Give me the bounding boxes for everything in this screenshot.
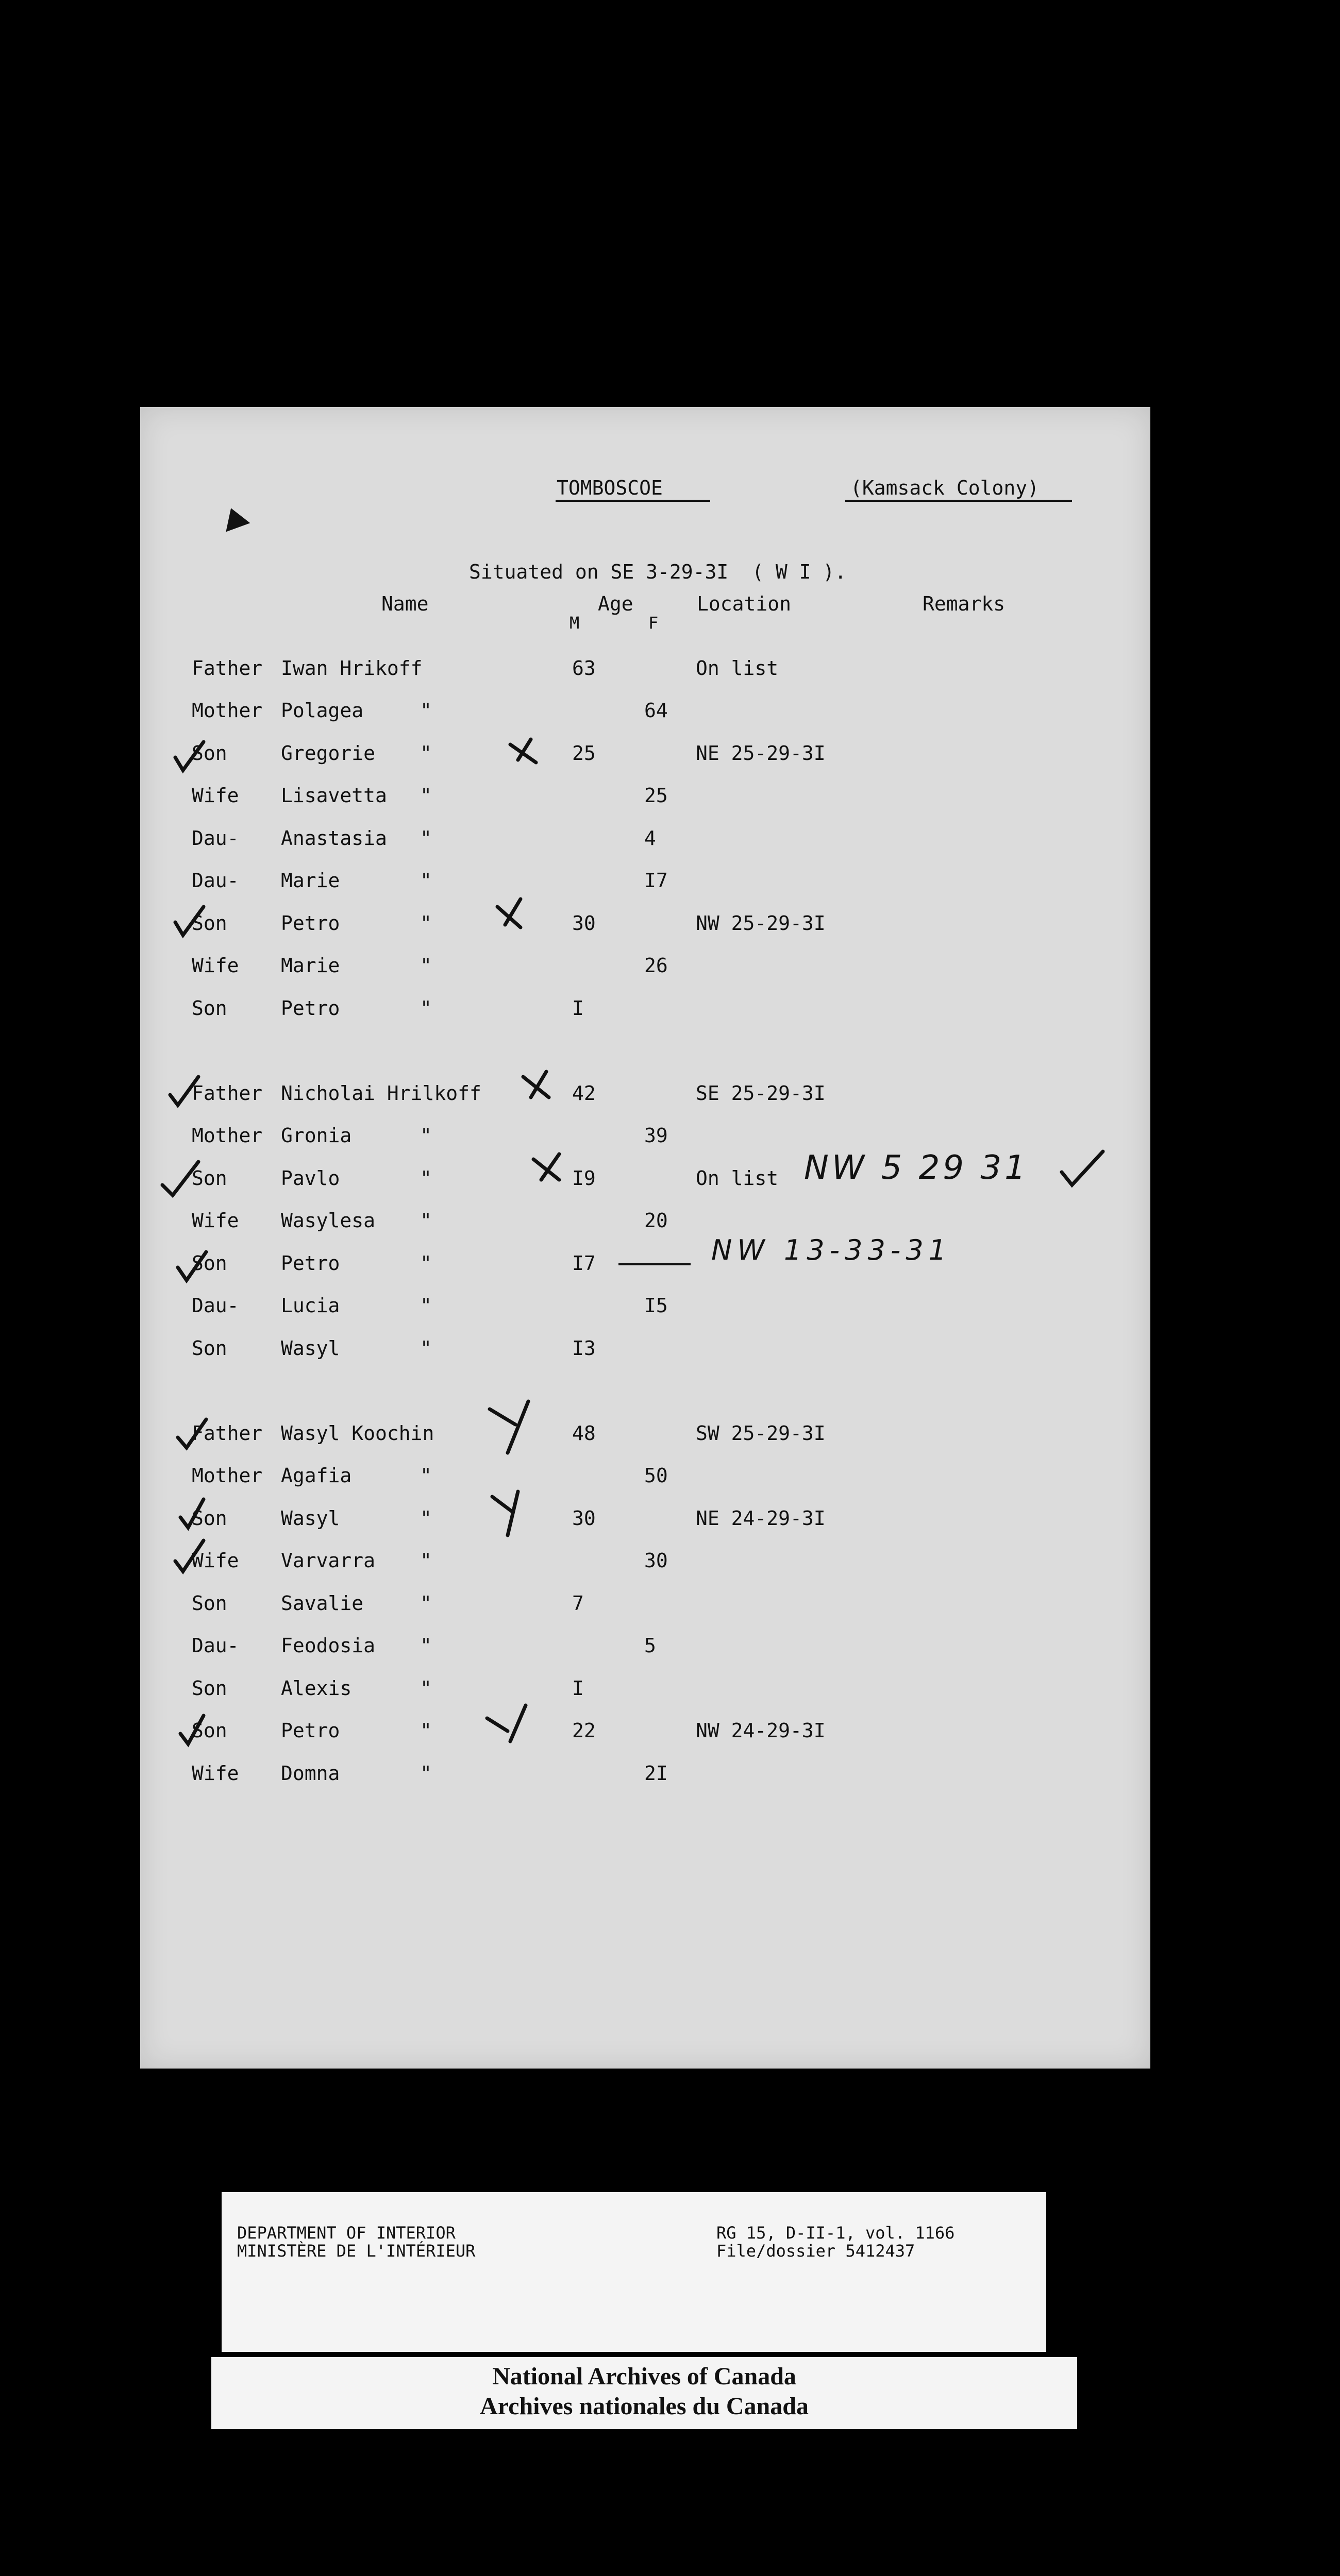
ditto-mark: " (420, 1549, 432, 1572)
table-row (186, 997, 1010, 1028)
age-male-cell: I7 (572, 1252, 596, 1275)
age-female-cell: 20 (644, 1209, 668, 1232)
relation-cell: Wife (192, 954, 239, 977)
relation-cell: Dau- (192, 827, 239, 850)
table-row (186, 1719, 1010, 1750)
colony-underline (845, 500, 1072, 502)
name-cell: Polagea (281, 699, 364, 722)
name-cell: Varvarra (281, 1549, 376, 1572)
name-cell: Wasyl (281, 1337, 340, 1360)
table-row (186, 954, 1010, 985)
age-male-cell: 30 (572, 912, 596, 935)
strike-line (618, 1263, 691, 1265)
age-female-cell: 30 (644, 1549, 668, 1572)
table-row (186, 1592, 1010, 1623)
age-female-cell: 64 (644, 699, 668, 722)
age-female-cell: 4 (644, 827, 656, 850)
age-female-cell: I7 (644, 869, 668, 892)
name-cell: Marie (281, 954, 340, 977)
age-female-cell: 2I (644, 1762, 668, 1785)
handwritten-remark-petro: NW 13-33-31 (711, 1234, 952, 1266)
relation-cell: Father (192, 1422, 263, 1445)
location-cell: SE 25-29-3I (696, 1082, 826, 1105)
record-group-reference: RG 15, D-II-1, vol. 1166 (716, 2223, 955, 2243)
relation-cell: Mother (192, 699, 263, 722)
relation-cell: Son (192, 1252, 227, 1275)
ditto-mark: " (420, 742, 432, 765)
ditto-mark: " (420, 784, 432, 807)
relation-cell: Mother (192, 1124, 263, 1147)
table-row (186, 1507, 1010, 1538)
name-cell: Savalie (281, 1592, 364, 1615)
table-row (186, 1082, 1010, 1113)
name-cell: Lucia (281, 1294, 340, 1317)
age-male-cell: 7 (572, 1592, 584, 1615)
ditto-mark: " (420, 1762, 432, 1785)
relation-cell: Son (192, 1677, 227, 1700)
name-cell: Wasyl (281, 1507, 340, 1530)
age-male-cell: I9 (572, 1167, 596, 1190)
age-female-cell: 50 (644, 1464, 668, 1487)
table-row (186, 869, 1010, 900)
relation-cell: Son (192, 1719, 227, 1742)
table-row (186, 742, 1010, 773)
table-row (186, 699, 1010, 730)
relation-cell: Son (192, 997, 227, 1020)
name-cell: Domna (281, 1762, 340, 1785)
name-cell: Alexis (281, 1677, 352, 1700)
location-cell: On list (696, 657, 779, 680)
age-female-cell: I5 (644, 1294, 668, 1317)
age-female-cell: 5 (644, 1634, 656, 1657)
department-en: DEPARTMENT OF INTERIOR (237, 2223, 456, 2243)
ditto-mark: " (420, 827, 432, 850)
ditto-mark: " (420, 1592, 432, 1615)
table-row (186, 1634, 1010, 1665)
ditto-mark: " (420, 1719, 432, 1742)
ditto-mark: " (420, 1209, 432, 1232)
ditto-mark: " (420, 1677, 432, 1700)
name-cell: Wasylesa (281, 1209, 376, 1232)
name-cell: Petro (281, 997, 340, 1020)
table-row (186, 1337, 1010, 1368)
name-cell: Gronia (281, 1124, 352, 1147)
name-cell: Pavlo (281, 1167, 340, 1190)
ditto-mark: " (420, 1464, 432, 1487)
relation-cell: Father (192, 1082, 263, 1105)
age-female-cell: 26 (644, 954, 668, 977)
age-male-cell: 42 (572, 1082, 596, 1105)
age-male-cell: I (572, 1677, 584, 1700)
document-title: TOMBOSCOE (557, 477, 663, 499)
age-female-cell: 39 (644, 1124, 668, 1147)
relation-cell: Wife (192, 1209, 239, 1232)
file-reference: File/dossier 5412437 (716, 2241, 915, 2261)
column-header-location: Location (697, 592, 792, 615)
column-header-female: F (648, 613, 659, 633)
age-male-cell: 30 (572, 1507, 596, 1530)
table-row (186, 1464, 1010, 1495)
table-row (186, 912, 1010, 943)
name-cell: Feodosia (281, 1634, 376, 1657)
archive-name-en: National Archives of Canada (492, 2363, 796, 2390)
table-row (186, 1422, 1010, 1453)
name-cell: Wasyl Koochin (281, 1422, 434, 1445)
name-cell: Gregorie (281, 742, 376, 765)
title-underline (556, 500, 710, 502)
ditto-mark: " (420, 1337, 432, 1360)
age-male-cell: I3 (572, 1337, 596, 1360)
age-male-cell: 25 (572, 742, 596, 765)
relation-cell: Son (192, 742, 227, 765)
name-cell: Agafia (281, 1464, 352, 1487)
name-cell: Petro (281, 912, 340, 935)
archive-name-fr: Archives nationales du Canada (480, 2393, 809, 2420)
ditto-mark: " (420, 1634, 432, 1657)
age-female-cell: 25 (644, 784, 668, 807)
name-cell: Marie (281, 869, 340, 892)
ditto-mark: " (420, 997, 432, 1020)
archive-stamp (211, 2357, 1077, 2429)
relation-cell: Father (192, 657, 263, 680)
table-row (186, 1762, 1010, 1793)
column-header-name: Name (381, 592, 429, 615)
name-cell: Anastasia (281, 827, 387, 850)
relation-cell: Son (192, 1592, 227, 1615)
table-row (186, 827, 1010, 858)
ditto-mark: " (420, 869, 432, 892)
relation-cell: Wife (192, 784, 239, 807)
ditto-mark: " (420, 1167, 432, 1190)
handwritten-remark-pavlo: NW 5 29 31 (804, 1149, 1029, 1187)
column-header-remarks: Remarks (923, 592, 1006, 615)
table-row (186, 784, 1010, 815)
relation-cell: Son (192, 1167, 227, 1190)
table-row (186, 1677, 1010, 1708)
relation-cell: Son (192, 1337, 227, 1360)
location-cell: NW 25-29-3I (696, 912, 826, 935)
age-male-cell: 22 (572, 1719, 596, 1742)
ditto-mark: " (420, 1507, 432, 1530)
age-male-cell: I (572, 997, 584, 1020)
age-male-cell: 48 (572, 1422, 596, 1445)
location-cell: NE 24-29-3I (696, 1507, 826, 1530)
ditto-mark: " (420, 954, 432, 977)
location-cell: On list (696, 1167, 779, 1190)
relation-cell: Dau- (192, 1634, 239, 1657)
name-cell: Petro (281, 1252, 340, 1275)
location-cell: NW 24-29-3I (696, 1719, 826, 1742)
name-cell: Iwan Hrikoff (281, 657, 423, 680)
location-cell: NE 25-29-3I (696, 742, 826, 765)
table-row (186, 657, 1010, 688)
colony-label: (Kamsack Colony) (850, 477, 1040, 499)
column-header-age: Age (598, 592, 633, 615)
relation-cell: Wife (192, 1762, 239, 1785)
relation-cell: Dau- (192, 869, 239, 892)
archive-reference-label (222, 2192, 1046, 2352)
relation-cell: Mother (192, 1464, 263, 1487)
name-cell: Lisavetta (281, 784, 387, 807)
table-row (186, 1294, 1010, 1325)
relation-cell: Dau- (192, 1294, 239, 1317)
relation-cell: Wife (192, 1549, 239, 1572)
location-statement: Situated on SE 3-29-3I ( W I ). (469, 561, 847, 583)
name-cell: Nicholai Hrilkoff (281, 1082, 481, 1105)
ditto-mark: " (420, 1252, 432, 1275)
age-male-cell: 63 (572, 657, 596, 680)
relation-cell: Son (192, 1507, 227, 1530)
ditto-mark: " (420, 1124, 432, 1147)
department-fr: MINISTÈRE DE L'INTÉRIEUR (237, 2241, 476, 2261)
relation-cell: Son (192, 912, 227, 935)
ditto-mark: " (420, 912, 432, 935)
ditto-mark: " (420, 699, 432, 722)
table-row (186, 1549, 1010, 1580)
ditto-mark: " (420, 1294, 432, 1317)
location-cell: SW 25-29-3I (696, 1422, 826, 1445)
name-cell: Petro (281, 1719, 340, 1742)
column-header-male: M (569, 613, 580, 633)
